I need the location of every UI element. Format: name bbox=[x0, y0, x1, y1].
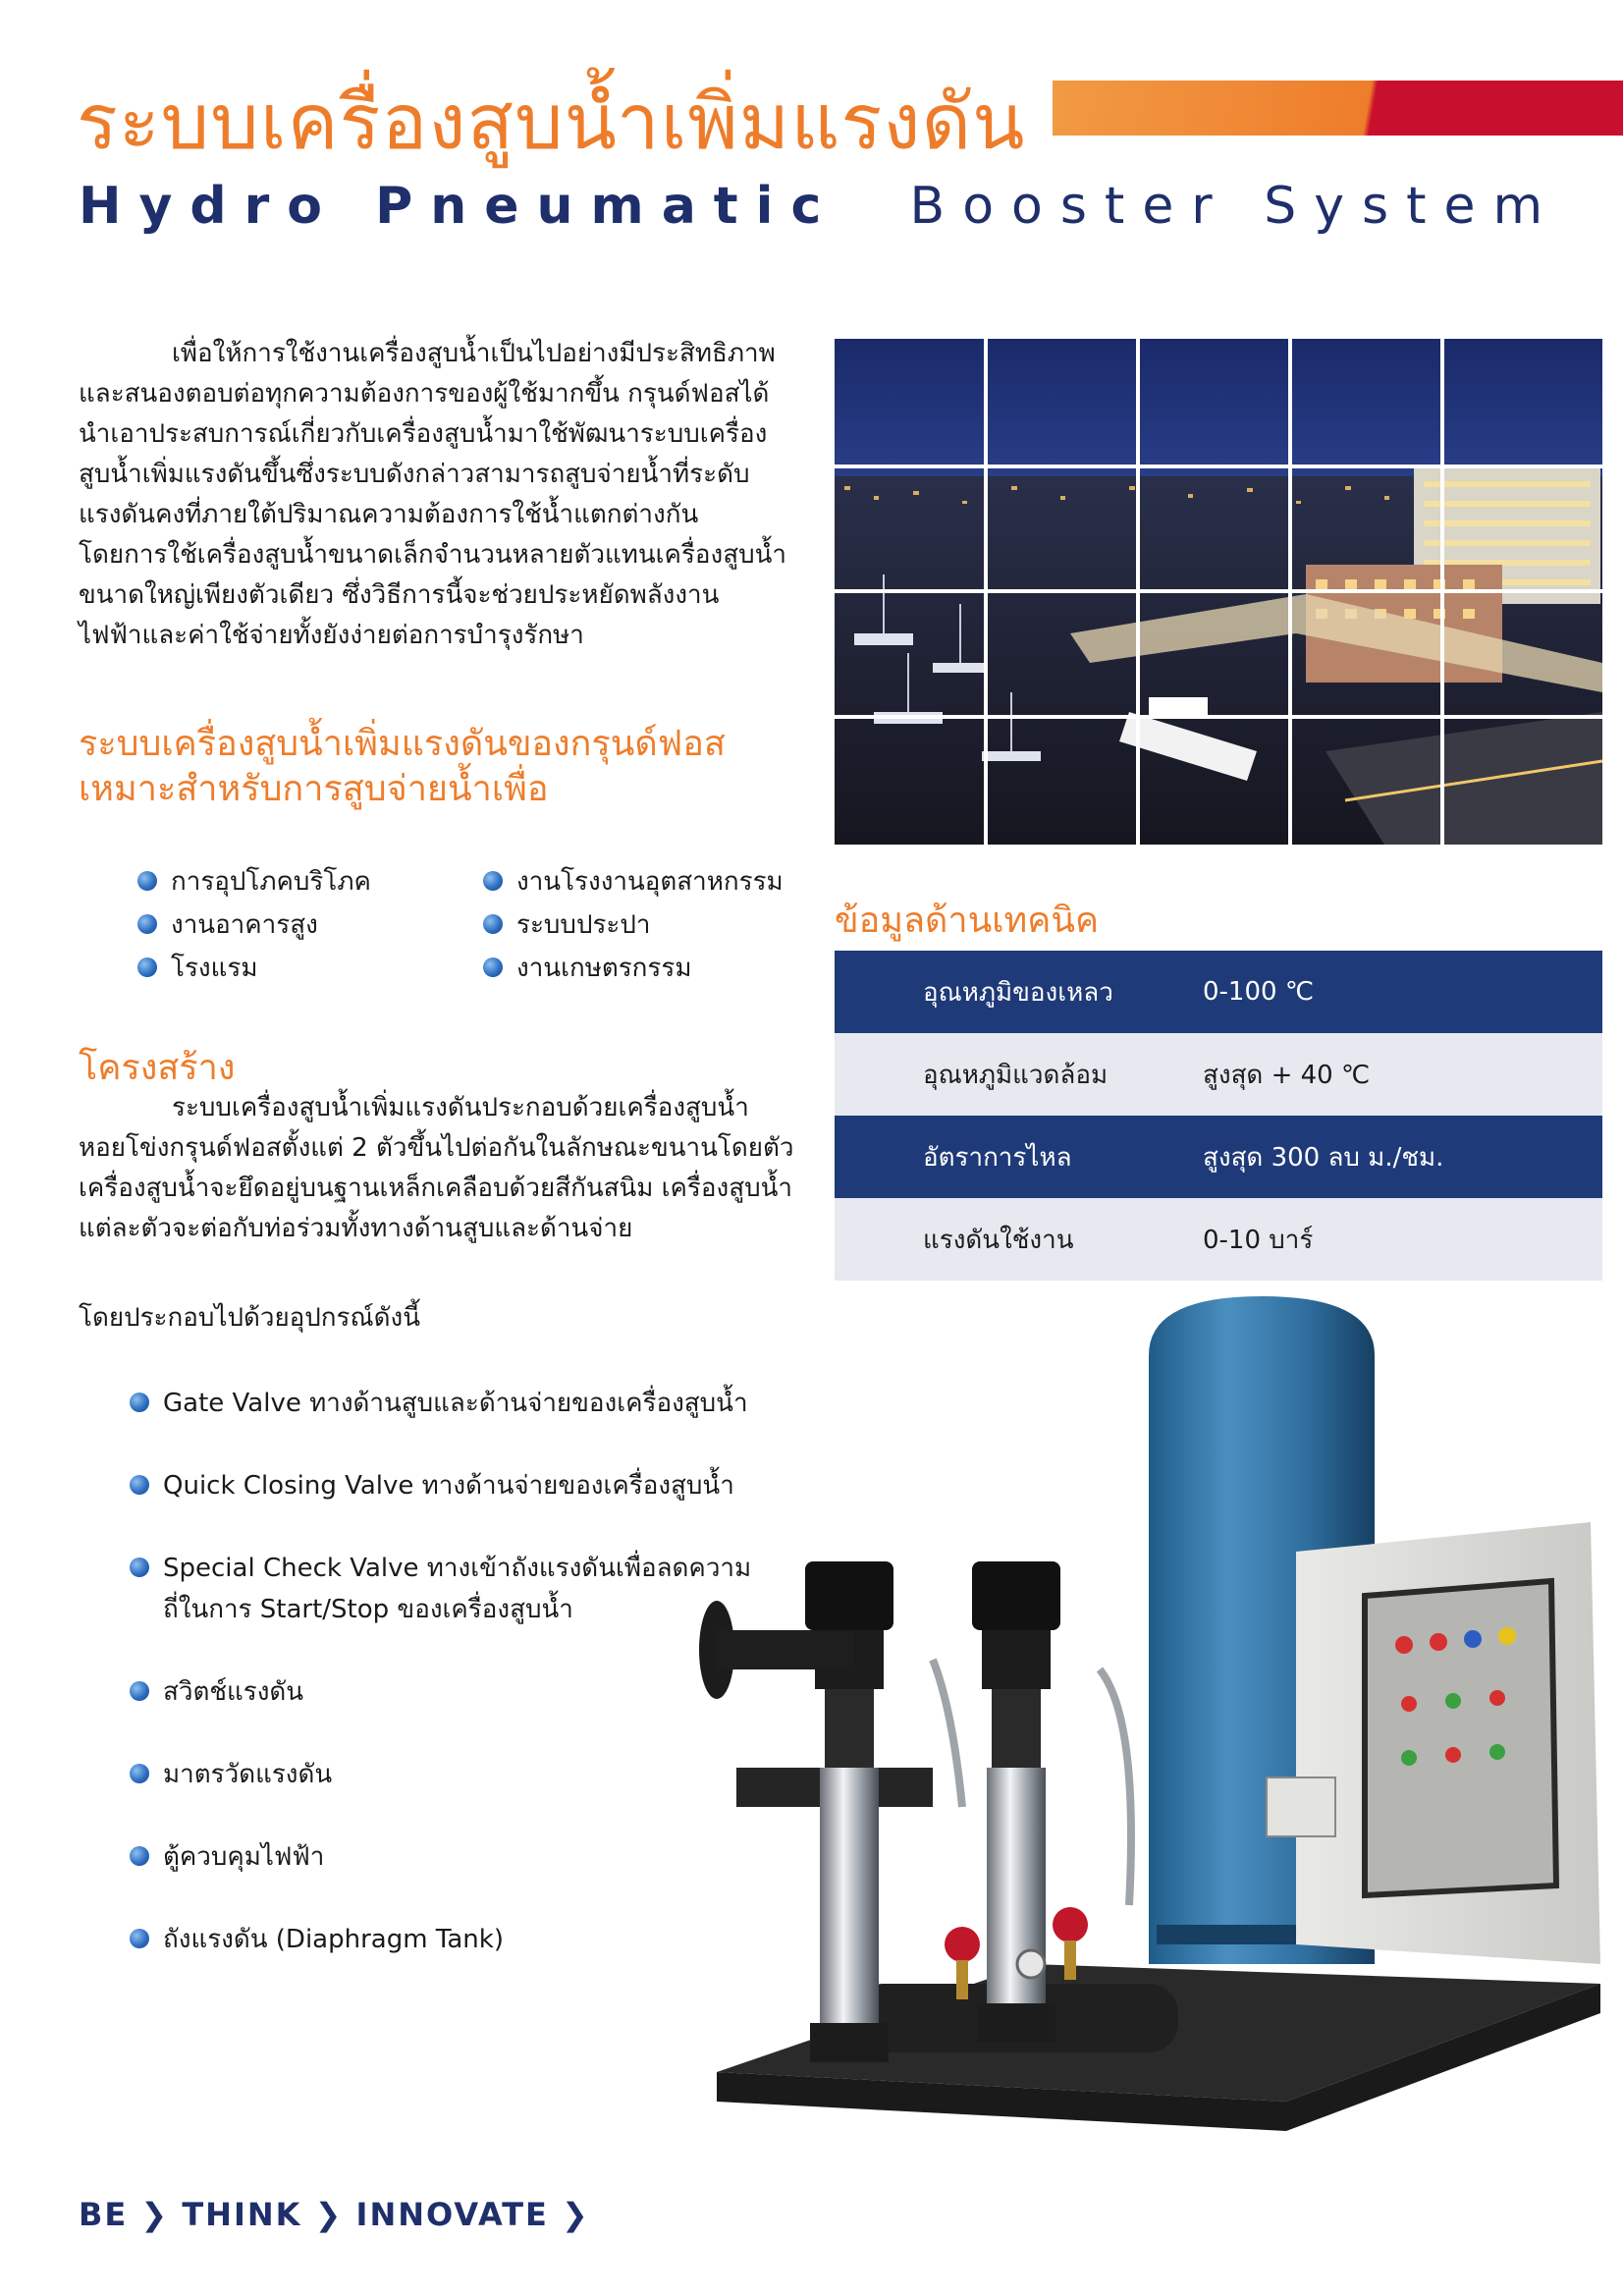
title-english-bold: Hydro Pneumatic bbox=[79, 177, 839, 236]
photo-grid-line bbox=[835, 715, 1602, 719]
spec-label: อัตราการไหล bbox=[923, 1142, 1072, 1173]
components-intro: โดยประกอบไปด้วยอุปกรณ์ดังนี้ bbox=[79, 1303, 420, 1333]
title-english-light: Booster System bbox=[909, 177, 1561, 236]
title-accent-bar bbox=[1053, 81, 1623, 136]
structure-line: แต่ละตัวจะต่อกับท่อร่วมทั้งทางด้านสูบและด้านจ่าย bbox=[79, 1214, 633, 1243]
list-item-label: สวิตช์แรงดัน bbox=[163, 1677, 304, 1707]
list-item-label: ตู้ควบคุมไฟฟ้า bbox=[163, 1842, 325, 1872]
bullet-icon bbox=[483, 871, 503, 891]
bullet-icon bbox=[130, 1764, 149, 1783]
spec-value: สูงสุด + 40 ℃ bbox=[1203, 1060, 1371, 1090]
list-item-label: Quick Closing Valve ทางด้านจ่ายของเครื่องสูบน้ำ bbox=[163, 1471, 734, 1501]
suitable-heading bbox=[79, 722, 825, 812]
structure-line: เครื่องสูบน้ำจะยึดอยู่บนฐานเหล็กเคลือบด้วยสีกันสนิม เครื่องสูบน้ำ bbox=[79, 1174, 792, 1203]
intro-line: ไฟฟ้าและค่าใช้จ่ายทั้งยังง่ายต่อการบำรุงรักษา bbox=[79, 621, 584, 650]
intro-line: ขนาดใหญ่เพียงตัวเดียว ซึ่งวิธีการนี้จะช่วยประหยัดพลังงาน bbox=[79, 580, 720, 610]
suitable-heading-line: ระบบเครื่องสูบน้ำเพิ่มแรงดันของกรุนด์ฟอส bbox=[79, 724, 726, 764]
bullet-icon bbox=[137, 871, 157, 891]
intro-paragraph bbox=[79, 334, 805, 656]
page-title-english bbox=[79, 177, 1560, 236]
list-item-label: Special Check Valve ทางเข้าถังแรงดันเพื่อลดความ bbox=[163, 1554, 752, 1583]
intro-line: และสนองตอบต่อทุกความต้องการของผู้ใช้มากขึ้น กรุนด์ฟอสได้ bbox=[79, 379, 770, 409]
list-item bbox=[483, 902, 784, 946]
table-row bbox=[835, 1198, 1602, 1281]
suitable-heading-line: เหมาะสำหรับการสูบจ่ายน้ำเพื่อ bbox=[79, 769, 549, 809]
spec-label: อุณหภูมิของเหลว bbox=[923, 977, 1113, 1008]
list-item-label: ระบบประปา bbox=[516, 909, 651, 940]
photo-grid-line bbox=[835, 465, 1602, 468]
bullet-icon bbox=[130, 1681, 149, 1701]
spec-value: สูงสุด 300 ลบ ม./ชม. bbox=[1203, 1142, 1444, 1173]
footer-slogan: BE ❯ THINK ❯ INNOVATE ❯ bbox=[79, 2196, 590, 2233]
table-row bbox=[835, 1033, 1602, 1116]
list-item bbox=[137, 902, 371, 946]
intro-line: โดยการใช้เครื่องสูบน้ำขนาดเล็กจำนวนหลายตัวแทนเครื่องสูบน้ำ bbox=[79, 540, 786, 570]
suitable-list-col1 bbox=[137, 859, 371, 989]
booster-system-illustration bbox=[677, 1296, 1620, 2160]
intro-line: เพื่อให้การใช้งานเครื่องสูบน้ำเป็นไปอย่างมีประสิทธิภาพ bbox=[172, 339, 776, 368]
bullet-icon bbox=[483, 957, 503, 977]
photo-grid-line bbox=[835, 589, 1602, 593]
suitable-list-col2 bbox=[483, 859, 784, 989]
spec-value: 0-10 บาร์ bbox=[1203, 1225, 1314, 1255]
list-item-label: งานอาคารสูง bbox=[171, 909, 318, 940]
structure-paragraph bbox=[79, 1088, 825, 1249]
bullet-icon bbox=[130, 1393, 149, 1412]
intro-line: นำเอาประสบการณ์เกี่ยวกับเครื่องสูบน้ำมาใช้พัฒนาระบบเครื่อง bbox=[79, 419, 768, 449]
bullet-icon bbox=[130, 1558, 149, 1577]
bullet-icon bbox=[483, 914, 503, 934]
bullet-icon bbox=[137, 957, 157, 977]
list-item bbox=[137, 946, 371, 989]
bullet-icon bbox=[137, 914, 157, 934]
intro-line: สูบน้ำเพิ่มแรงดันขึ้นซึ่งระบบดังกล่าวสามารถสูบจ่ายน้ำที่ระดับ bbox=[79, 460, 750, 489]
list-item bbox=[483, 946, 784, 989]
list-item-label: มาตรวัดแรงดัน bbox=[163, 1760, 333, 1789]
bullet-icon bbox=[130, 1929, 149, 1948]
bullet-icon bbox=[130, 1475, 149, 1495]
list-item bbox=[483, 859, 784, 902]
structure-line: ระบบเครื่องสูบน้ำเพิ่มแรงดันประกอบด้วยเครื่องสูบน้ำ bbox=[172, 1093, 749, 1122]
table-row bbox=[835, 951, 1602, 1033]
list-item-label: Gate Valve ทางด้านสูบและด้านจ่ายของเครื่องสูบน้ำ bbox=[163, 1389, 748, 1418]
spec-value: 0-100 ℃ bbox=[1203, 977, 1315, 1007]
list-item-label: งานโรงงานอุตสาหกรรม bbox=[516, 866, 784, 897]
bullet-icon bbox=[130, 1846, 149, 1866]
list-item-label: ถังแรงดัน (Diaphragm Tank) bbox=[163, 1925, 504, 1954]
list-item-label: งานเกษตรกรรม bbox=[516, 953, 692, 983]
spec-label: แรงดันใช้งาน bbox=[923, 1225, 1074, 1255]
list-item bbox=[137, 859, 371, 902]
intro-line: แรงดันคงที่ภายใต้ปริมาณความต้องการใช้น้ำแตกต่างกัน bbox=[79, 500, 699, 529]
list-item-label: ถี่ในการ Start/Stop ของเครื่องสูบน้ำ bbox=[163, 1595, 573, 1624]
list-item-label: การอุปโภคบริโภค bbox=[171, 866, 371, 897]
specs-table bbox=[835, 951, 1602, 1281]
structure-heading: โครงสร้าง bbox=[79, 1048, 236, 1088]
specs-heading: ข้อมูลด้านเทคนิค bbox=[835, 901, 1100, 941]
page-title-thai: ระบบเครื่องสูบน้ำเพิ่มแรงดัน bbox=[77, 79, 1026, 167]
spec-label: อุณหภูมิแวดล้อม bbox=[923, 1060, 1109, 1090]
table-row bbox=[835, 1116, 1602, 1198]
structure-line: หอยโข่งกรุนด์ฟอสตั้งแต่ 2 ตัวขึ้นไปต่อกันในลักษณะขนานโดยตัว bbox=[79, 1133, 794, 1163]
city-night-photo bbox=[835, 339, 1602, 845]
list-item-label: โรงแรม bbox=[171, 953, 258, 983]
